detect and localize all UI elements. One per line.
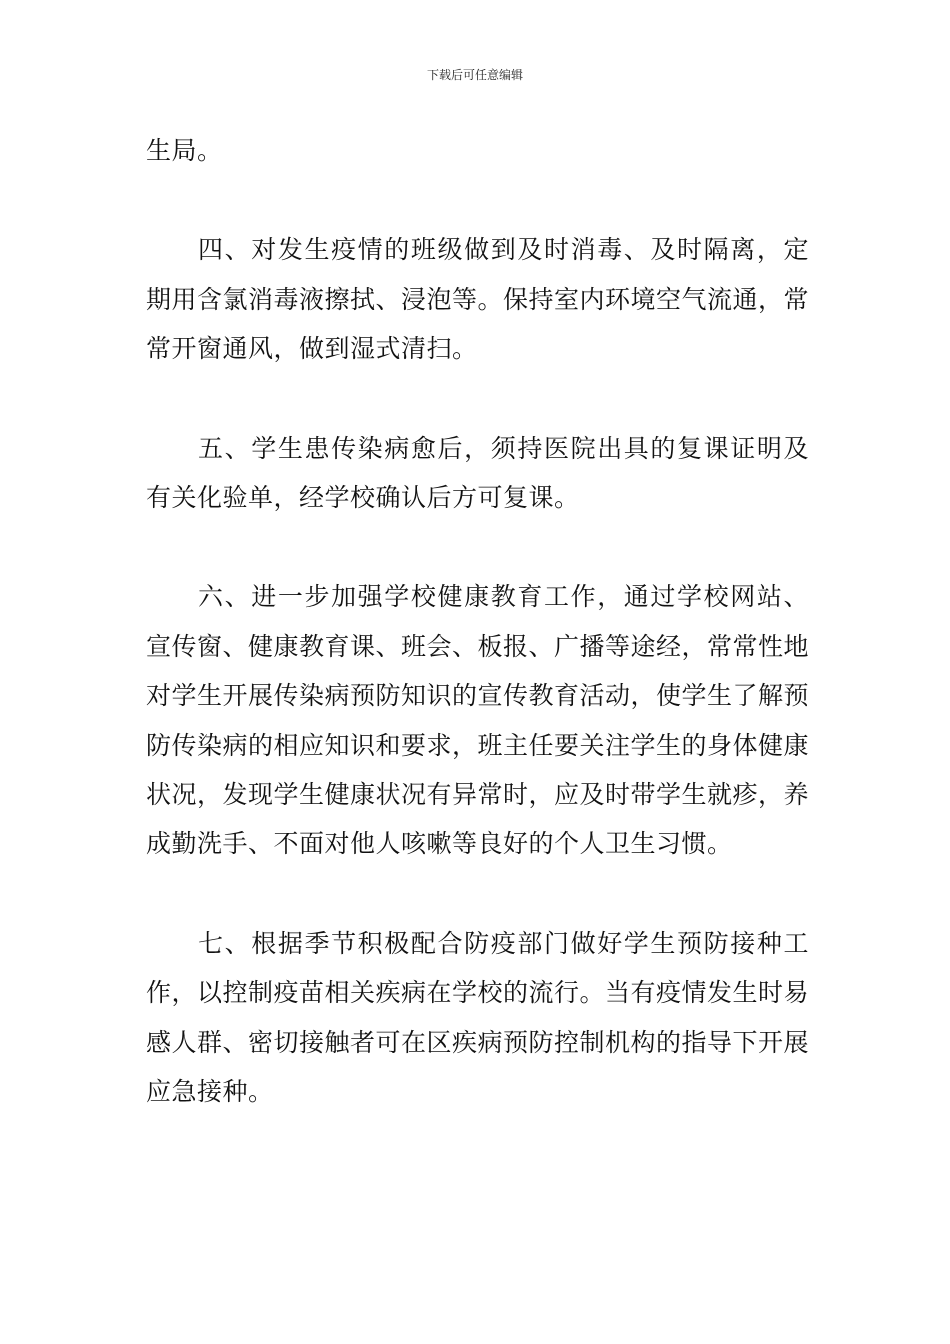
document-body	[146, 126, 809, 1167]
page-header-note: 下载后可任意编辑	[426, 68, 523, 82]
paragraph-item-4: 四、对发生疫情的班级做到及时消毒、及时隔离，定期用含氯消毒液擦拭、浸泡等。保持室内环境空气流通，常常开窗通风，做到湿式清扫。	[146, 235, 810, 364]
paragraph-item-6: 六、进一步加强学校健康教育工作，通过学校网站、宣传窗、健康教育课、班会、板报、广播等途经，常常性地对学生开展传染病预防知识的宣传教育活动，使学生了解预防传染病的相应知识和要求，班主任要关注学生的身体健康状况，发现学生健康状况有异常时，应及时带学生就疹，养成勤洗手、不面对他人咳嗽等良好的个人卫生习惯。	[146, 582, 810, 859]
paragraph-continuation: 生局。	[146, 136, 223, 165]
paragraph-item-5: 五、学生患传染病愈后，须持医院出具的复课证明及有关化验单，经学校确认后方可复课。	[146, 433, 809, 513]
paragraph-item-7: 七、根据季节积极配合防疫部门做好学生预防接种工作，以控制疫苗相关疾病在学校的流行。当有疫情发生时易感人群、密切接触者可在区疾病预防控制机构的指导下开展应急接种。	[146, 928, 810, 1107]
